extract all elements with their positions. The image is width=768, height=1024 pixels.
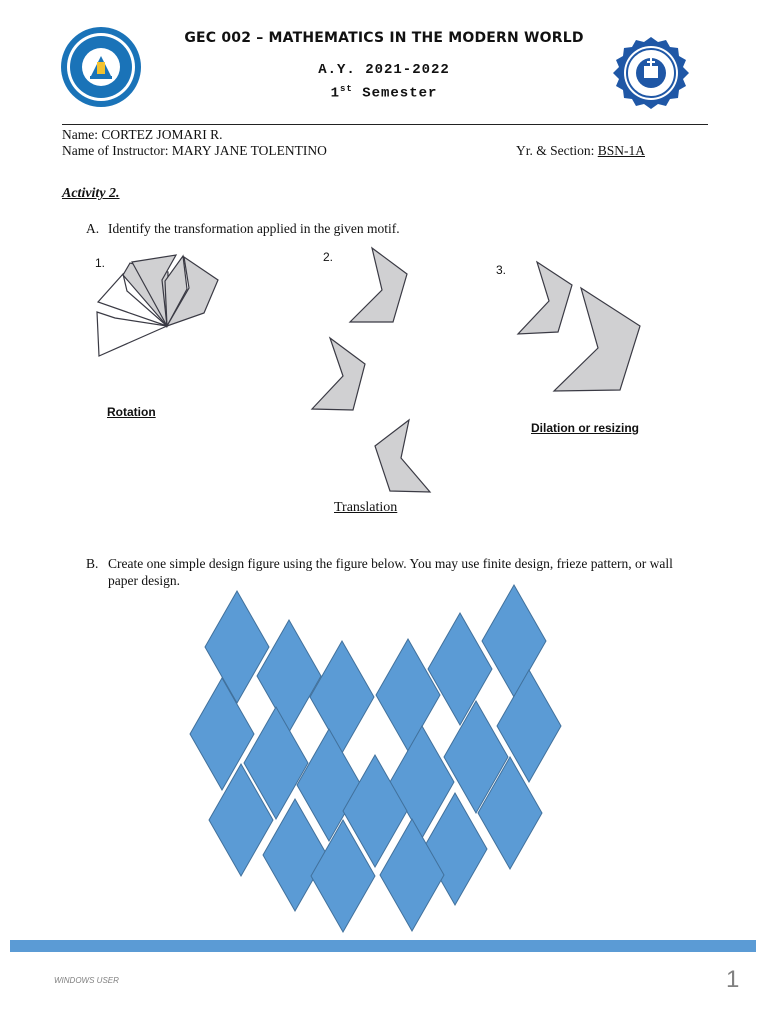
item-1-number: 1. (95, 256, 106, 270)
part-b-instruction: Create one simple design figure using the figure below. You may use finite design, frieze pattern, or wall paper design. (108, 556, 673, 588)
answer-translation: Translation (334, 500, 398, 515)
section-value: BSN-1A (597, 143, 646, 158)
part-b-label: B. (86, 556, 99, 571)
student-name: CORTEZ JOMARI R. (101, 127, 223, 142)
diamond-tile-2 (482, 585, 546, 697)
answer-dilation: Dilation or resizing (531, 421, 640, 435)
part-a-instruction: Identify the transformation applied in the given motif. (108, 221, 400, 236)
semester-word: Semester (362, 85, 438, 102)
activity-title-text: Activity 2 (62, 186, 117, 201)
item-2-number: 2. (323, 250, 334, 264)
diamond-tile-3 (257, 620, 321, 732)
item-3-number: 3. (496, 263, 507, 277)
semester-suffix: st (339, 84, 353, 94)
academic-year: A.Y. 2021-2022 (318, 62, 450, 78)
instructor-name: MARY JANE TOLENTINO (171, 143, 327, 158)
footer-author: WINDOWS USER (54, 976, 119, 985)
semester-number: 1 (330, 85, 340, 102)
course-title: GEC 002 – MATHEMATICS IN THE MODERN WORLD (184, 30, 584, 46)
part-a-label: A. (86, 221, 100, 236)
diamond-tile-4 (428, 613, 492, 725)
diamond-tile-1 (205, 591, 269, 703)
diamond-tile-5 (310, 641, 374, 753)
instructor-label: Name of Instructor: (62, 143, 169, 158)
section-label: Yr. & Section: (516, 143, 595, 158)
activity-title-suffix: . (116, 186, 120, 201)
answer-rotation: Rotation (107, 405, 156, 419)
name-label: Name: (62, 127, 98, 142)
footer-bar (10, 940, 756, 952)
diamond-tile-6 (376, 639, 440, 751)
page-number: 1 (726, 966, 740, 993)
